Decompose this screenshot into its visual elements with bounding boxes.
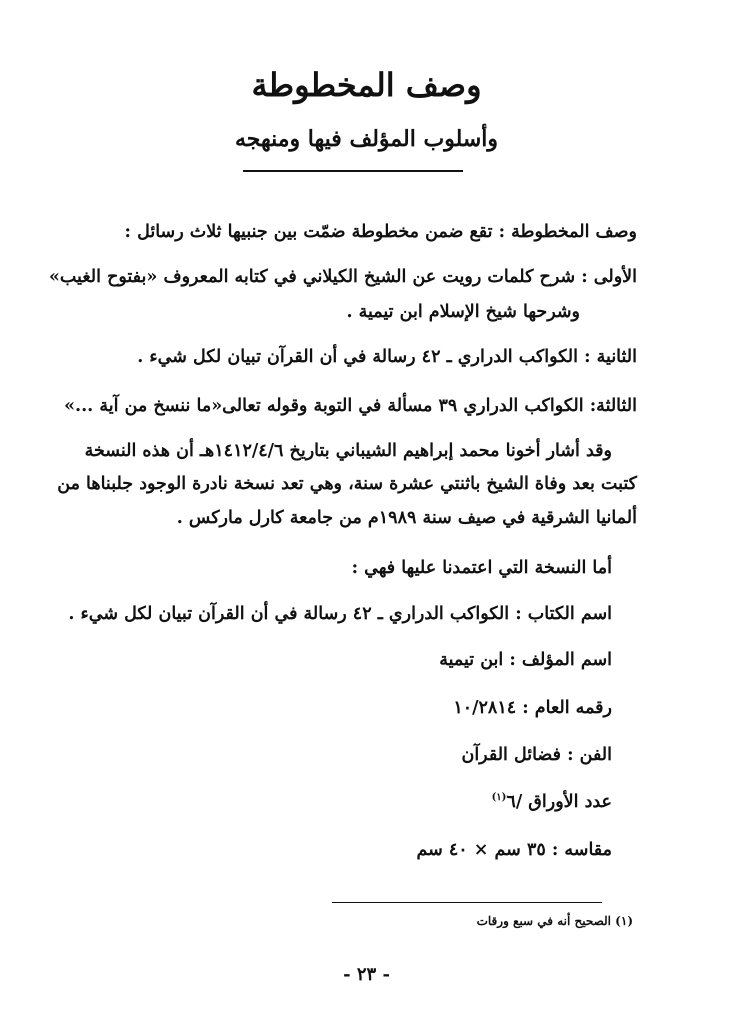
text-line: وقد أشار أخونا محمد إبراهيم الشيباني بتاريخ ١٤١٢/٤/٦هـ أن هذه النسخة	[84, 441, 612, 461]
text-line: الثانية : الكواكب الدراري ـ ٤٢ رسالة في أن القرآن تبيان لكل شيء .	[137, 347, 637, 367]
text-line: كتبت بعد وفاة الشيخ باثنتي عشرة سنة، وهي تعد نسخة نادرة الوجود جلبناها من	[57, 474, 637, 494]
text-line: ألمانيا الشرقية في صيف سنة ١٩٨٩م من جامعة كارل ماركس .	[176, 508, 637, 528]
text-line: وصف المخطوطة : تقع ضمن مخطوطة ضمّت بين جنبيها ثلاث رسائل :	[124, 222, 637, 242]
page-number: - ٢٣ -	[343, 964, 390, 985]
text-line: أما النسخة التي اعتمدنا عليها فهي :	[351, 558, 612, 578]
title-divider	[243, 170, 463, 172]
text-line: اسم المؤلف : ابن تيمية	[439, 650, 612, 670]
text-line: اسم الكتاب : الكواكب الدراري ـ ٤٢ رسالة في أن القرآن تبيان لكل شيء .	[68, 604, 612, 624]
text-line: مقاسه : ٣٥ سم × ٤٠ سم	[416, 840, 612, 860]
footnote: (١) الصحيح أنه في سبع ورقات	[476, 914, 633, 928]
footnote-divider	[332, 902, 602, 903]
text-line: الفن : فضائل القرآن	[461, 745, 612, 765]
text-line: الثالثة: الكواكب الدراري ٣٩ مسألة في التوبة وقوله تعالى«ما ننسخ من آية ...»	[64, 396, 637, 416]
page-subtitle: وأسلوب المؤلف فيها ومنهجه	[234, 126, 499, 152]
page-title: وصف المخطوطة	[251, 66, 482, 104]
text-line: وشرحها شيخ الإسلام ابن تيمية .	[346, 302, 580, 322]
text-line-content: عدد الأوراق /٦	[506, 792, 612, 812]
text-line: الأولى : شرح كلمات رويت عن الشيخ الكيلاني في كتابه المعروف «بفتوح الغيب»	[48, 267, 637, 287]
footnote-marker: (١)	[491, 792, 507, 804]
text-line: رقمه العام : ١٠/٢٨١٤	[453, 698, 612, 718]
text-line	[492, 792, 612, 812]
